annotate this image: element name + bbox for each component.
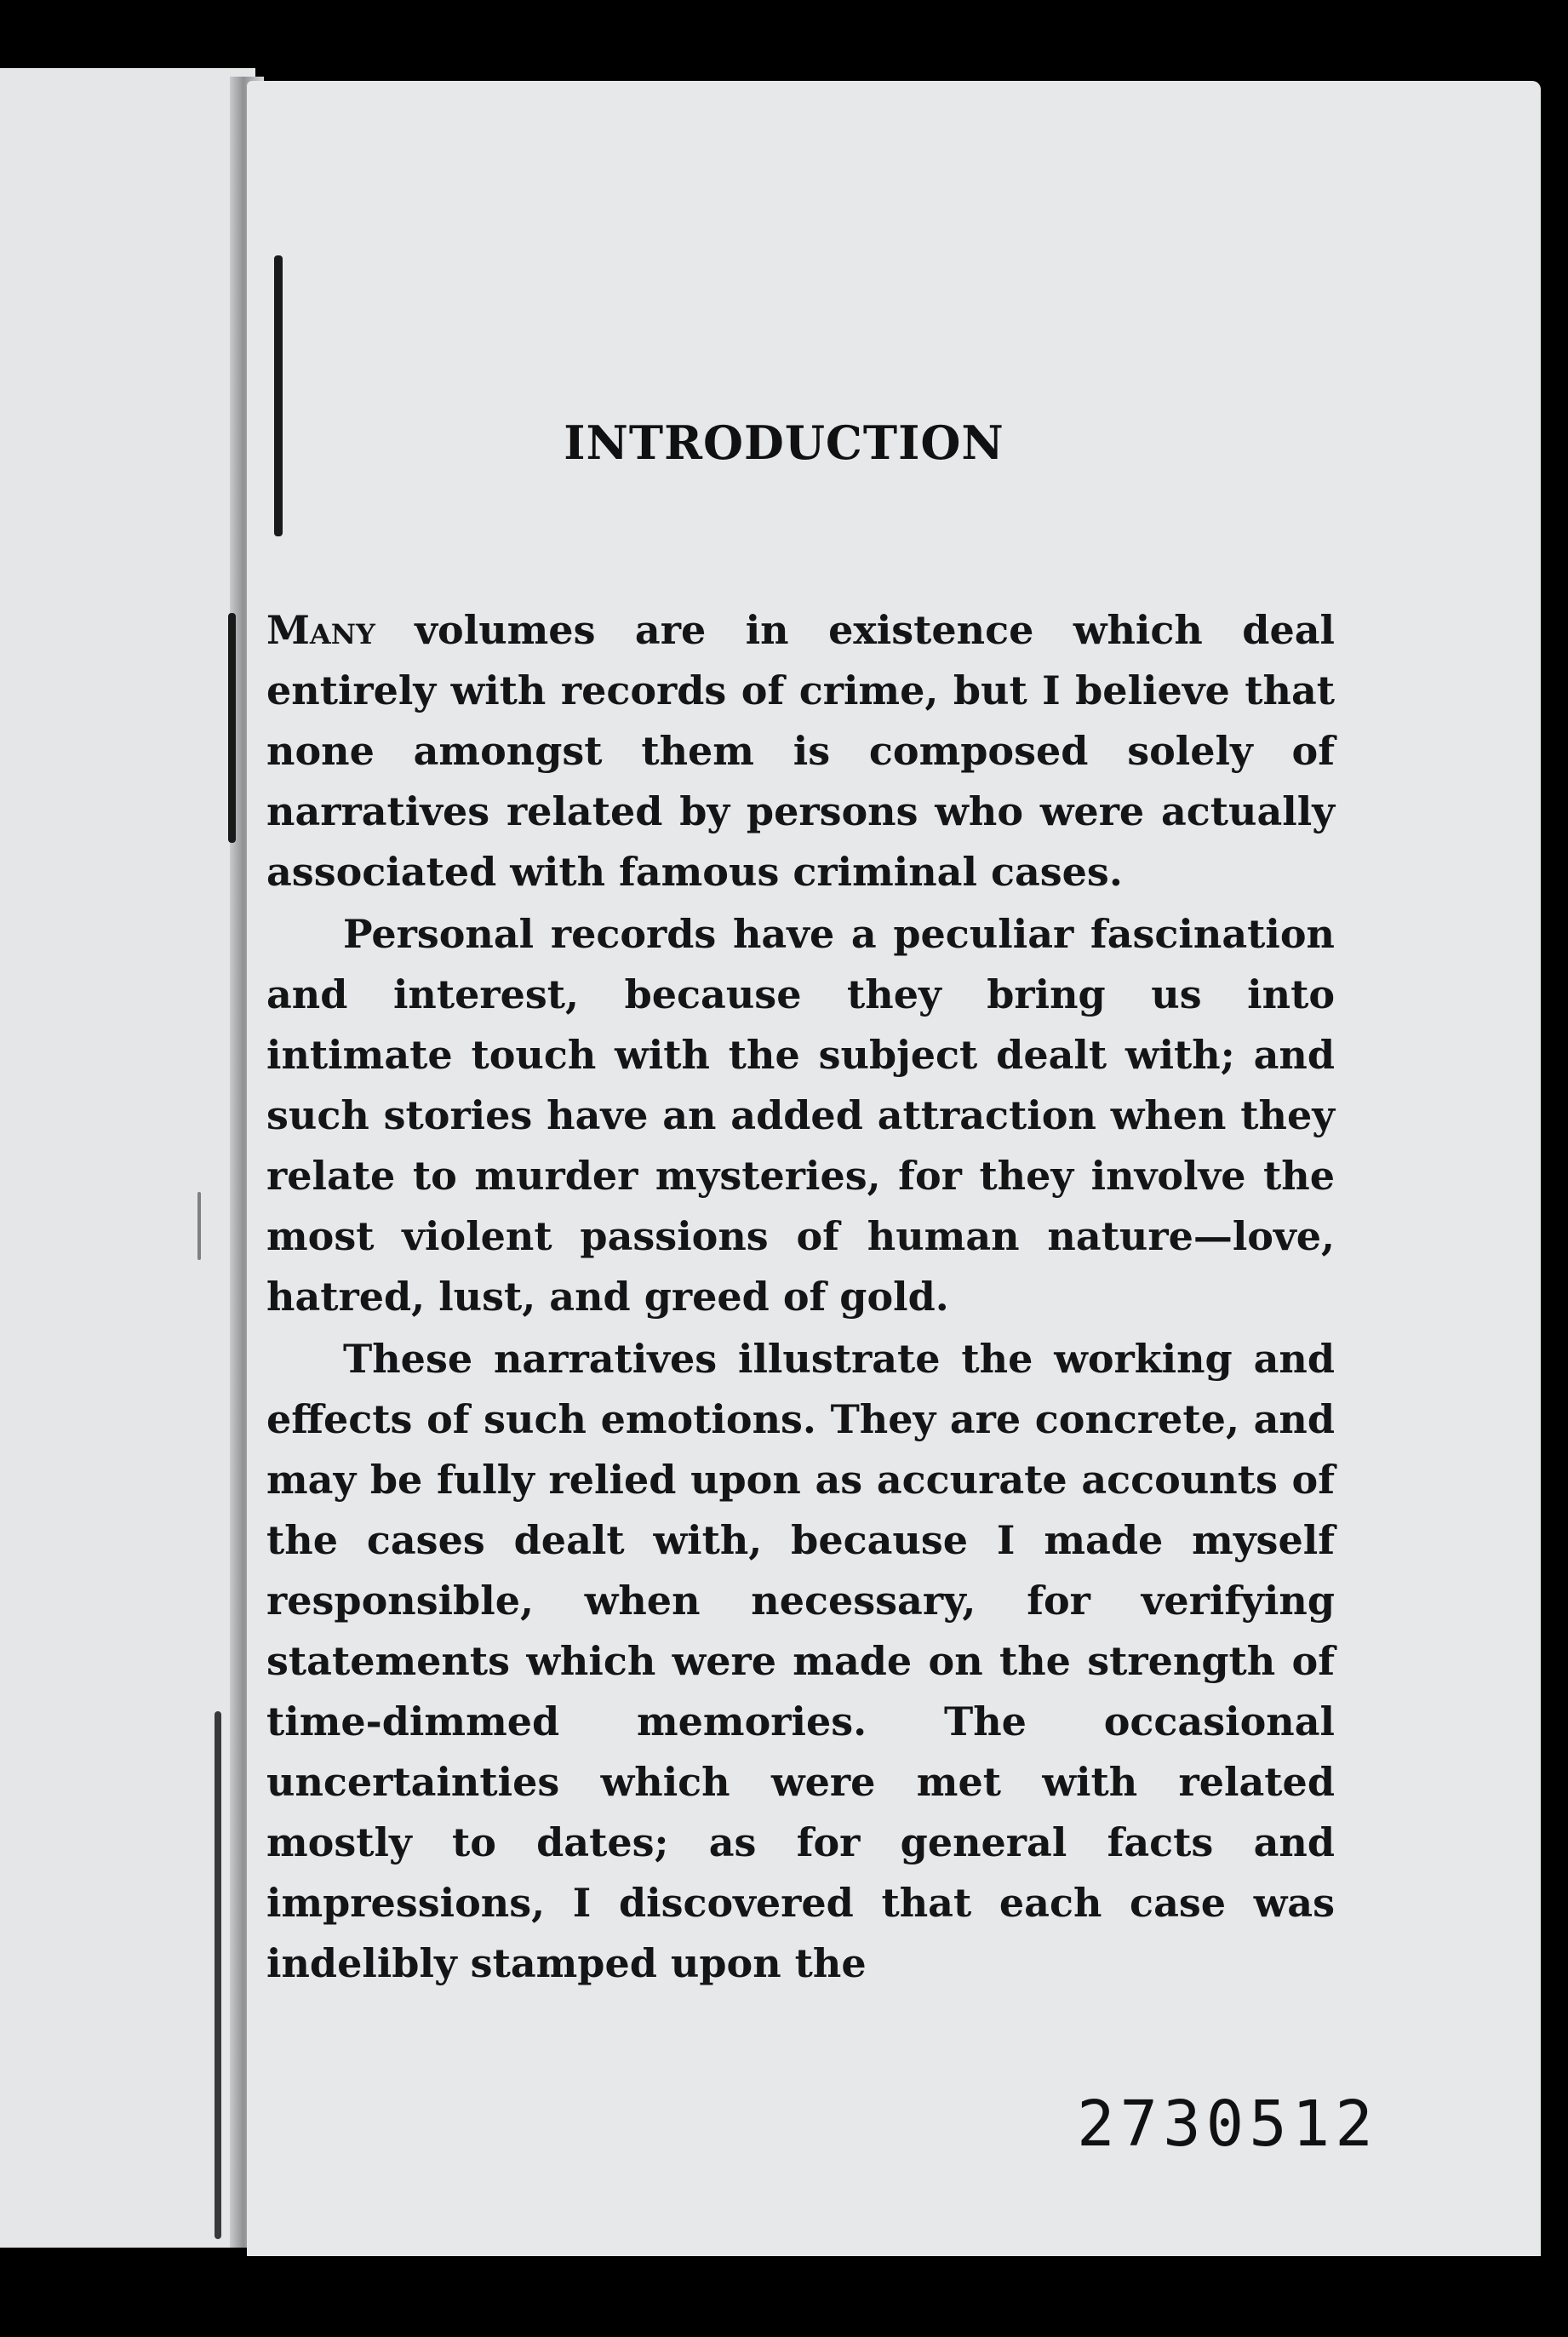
scan-border	[0, 2256, 1568, 2337]
gutter-mark	[228, 613, 236, 843]
paragraph-text: volumes are in existence which deal entirely with records of crime, but I believe that none amongst them is composed solely of narratives related by persons who were actually associated with famous criminal cases.	[266, 607, 1335, 895]
gutter-mark	[215, 1711, 221, 2239]
paragraph-1	[266, 600, 1335, 902]
gutter-mark	[274, 255, 283, 536]
gutter-mark	[197, 1192, 201, 1260]
paragraph-3: These narratives illustrate the working and effects of such emotions. They are concrete, and may be fully relied upon as accurate accounts of the cases dealt with, because I made myself responsible, when necessary, for verifying statements which were made on the strength of time-dimmed memories. The occasional uncertainties which were met with related mostly to dates; as for general facts and impressions, I discovered that each case was indelibly stamped upon the	[266, 1336, 1335, 1986]
introduction-text	[266, 600, 1335, 1994]
chapter-heading: INTRODUCTION	[564, 415, 1004, 470]
paragraph-2: Personal records have a peculiar fascination and interest, because they bring us into intimate touch with the subject dealt with; and such stories have an added attraction when they relate to murder mysteries, for they involve the most violent passions of human nature—love, hatred, lust, and greed of gold.	[266, 911, 1335, 1320]
library-stamp-number: 2730512	[1077, 2088, 1378, 2161]
drop-lead-word: Many	[266, 607, 375, 653]
